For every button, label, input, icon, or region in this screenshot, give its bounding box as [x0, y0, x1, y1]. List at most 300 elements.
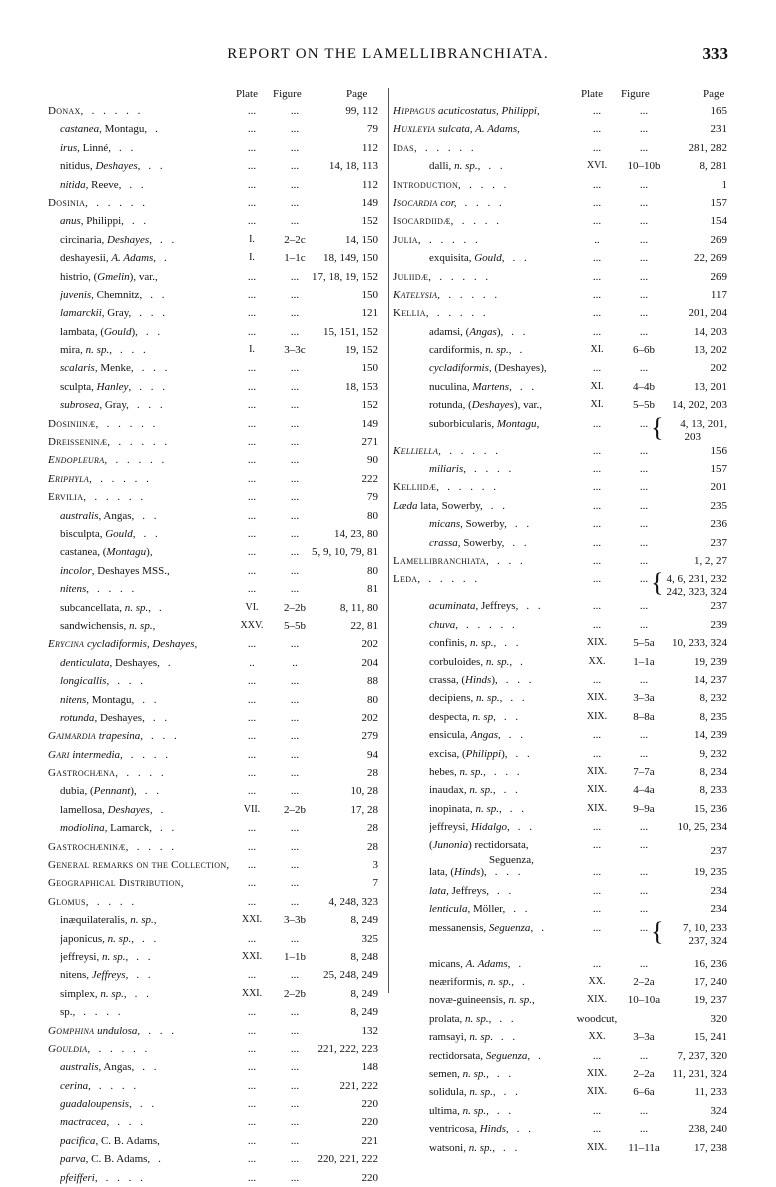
leader-dots: . . — [152, 711, 171, 724]
entry-authority: Junonia — [432, 839, 469, 852]
index-entry — [48, 507, 378, 525]
entry-suffix: , Deshayes, — [109, 656, 160, 669]
entry-name — [48, 415, 158, 433]
entry-term: crassa — [429, 536, 458, 549]
figure-cell: ... — [290, 196, 300, 209]
index-entry — [48, 930, 378, 948]
entry-term: castanea, ( — [60, 546, 107, 559]
entry-term: juvenis — [60, 288, 92, 301]
page-cell: 11, 231, 324 — [672, 1067, 727, 1080]
entry-name — [60, 323, 163, 341]
entry-name — [393, 497, 508, 515]
entry-name — [60, 580, 137, 598]
plate-cell: ... — [247, 1024, 257, 1037]
entry-term: mactracea — [60, 1116, 107, 1129]
plate-cell: ... — [247, 1171, 257, 1184]
entry-term: Dosinia, — [48, 196, 89, 209]
entry-suffix: , — [536, 417, 540, 430]
page-cell: 28 — [367, 767, 378, 780]
figure-cell: ... — [639, 252, 649, 265]
entry-name — [393, 442, 501, 460]
entry-term: exquisita, — [429, 252, 475, 265]
index-entry — [389, 991, 727, 1009]
leader-dots: . . . . . — [98, 1042, 151, 1055]
entry-authority: n. sp. — [101, 950, 126, 963]
figure-cell: 3–3a — [633, 692, 655, 705]
entry-term: Gastrochæninæ, — [48, 840, 129, 853]
entry-name — [60, 801, 166, 819]
plate-cell: XXI. — [241, 914, 263, 926]
index-entry — [389, 460, 727, 478]
entry-term: dubia, ( — [60, 785, 94, 798]
leader-dots: . . . — [139, 307, 169, 320]
leader-dots: . . — [499, 1012, 517, 1025]
leader-dots: . . . . — [83, 1006, 124, 1019]
entry-suffix: undulosa, — [94, 1024, 141, 1037]
entry-suffix: , — [106, 1116, 110, 1129]
index-entry — [48, 286, 378, 304]
index-entry — [48, 378, 378, 396]
entry-authority: n. sp. — [485, 655, 510, 668]
plate-header: Plate — [236, 88, 258, 100]
entry-term: decipiens, — [429, 692, 477, 705]
entry-name — [429, 1047, 544, 1065]
entry-name — [60, 819, 177, 837]
entry-authority: Seguenza — [488, 921, 531, 934]
leader-dots: . . . . . — [424, 141, 477, 154]
page-cell: 10, 28 — [350, 785, 378, 798]
page-cell: 25, 248, 249 — [323, 969, 378, 982]
page-cell: 8, 235 — [699, 710, 727, 723]
entry-term: japonicus, — [60, 932, 108, 945]
entry-suffix: acuticostatus, Philippi, — [435, 105, 540, 117]
figure-cell: ... — [290, 215, 300, 228]
entry-term: pacifica — [60, 1134, 96, 1147]
entry-name — [429, 863, 524, 881]
leader-dots: . . — [131, 215, 150, 228]
plate-cell: ... — [247, 141, 257, 154]
entry-name — [60, 359, 170, 377]
entry-authority: n. sp. — [465, 1012, 489, 1025]
figure-cell: ... — [290, 822, 300, 835]
entry-name — [60, 341, 149, 359]
entry-term: sculpta, — [60, 380, 97, 393]
entry-term: neæriformis, — [429, 976, 488, 989]
leader-dots: . . . . . — [118, 436, 171, 449]
entry-term: nitidus, — [60, 160, 96, 173]
entry-suffix: , Gray, — [99, 399, 129, 412]
page-cell: 10, 233, 324 — [672, 637, 727, 650]
index-entry — [389, 286, 727, 304]
plate-cell: ... — [592, 1104, 602, 1117]
entry-suffix: , — [125, 969, 129, 982]
page-cell: 271 — [361, 436, 378, 449]
entry-name — [48, 764, 167, 782]
index-entry — [389, 412, 727, 443]
index-entry — [48, 249, 378, 267]
entry-term: Kellia, — [393, 307, 429, 320]
leader-dots: . . . . . — [448, 288, 501, 301]
entry-name — [60, 212, 149, 230]
leader-dots: . — [164, 252, 170, 265]
index-entry — [48, 893, 378, 911]
figure-cell: ... — [290, 564, 300, 577]
entry-term: despecta, — [429, 710, 473, 723]
entry-suffix: , — [153, 914, 157, 927]
index-entry — [389, 212, 727, 230]
entry-name — [60, 1003, 124, 1021]
entry-term: Juliidæ, — [393, 270, 432, 283]
plate-cell: ... — [592, 252, 602, 265]
entry-name — [60, 1058, 160, 1076]
entry-name — [429, 323, 529, 341]
plate-cell: XVI. — [586, 160, 608, 172]
leader-dots: . — [541, 921, 547, 934]
entry-suffix: , — [88, 1079, 91, 1092]
entry-name — [60, 525, 161, 543]
entry-term: suborbicularis, — [429, 417, 497, 430]
entry-term: Julia, — [393, 233, 421, 246]
figure-cell: ... — [639, 554, 649, 567]
index-entry — [48, 874, 378, 892]
entry-term: cerina — [60, 1079, 89, 1092]
entry-name — [429, 597, 544, 615]
index-entry — [389, 689, 727, 707]
leader-dots: . . . — [117, 675, 146, 688]
plate-cell: XXI. — [241, 950, 263, 962]
entry-name — [48, 874, 184, 892]
figure-cell: ... — [639, 233, 649, 246]
figure-cell: ... — [290, 1042, 300, 1055]
entry-name — [429, 818, 535, 836]
entry-term: Idas, — [393, 141, 417, 154]
entry-suffix: , — [486, 1104, 489, 1117]
entry-name — [60, 157, 166, 175]
page-cell: 202 — [710, 362, 727, 375]
entry-term: australis — [60, 1061, 99, 1074]
entry-name — [60, 268, 158, 286]
entry-name — [60, 1150, 164, 1168]
page-cell: 235 — [710, 499, 727, 512]
figure-cell: ... — [290, 417, 300, 430]
entry-suffix: ), — [501, 747, 508, 760]
index-entry — [389, 1102, 727, 1120]
page-cell: 238, 240 — [688, 1123, 727, 1136]
page-cell: 220 — [361, 1116, 378, 1129]
leader-dots: . . . . . — [449, 444, 501, 457]
plate-cell: ... — [592, 499, 602, 512]
entry-name — [429, 1028, 518, 1046]
entry-name — [393, 231, 481, 249]
index-entry — [389, 304, 727, 322]
figure-cell: ... — [290, 840, 300, 853]
entry-authority: n. sp. — [462, 1067, 487, 1080]
figure-cell: 2–2b — [284, 601, 306, 614]
entry-name — [48, 1022, 177, 1040]
leader-dots: . — [538, 1049, 544, 1062]
index-entry — [48, 856, 378, 874]
page-cell: 28 — [367, 840, 378, 853]
leader-dots: . . . . . — [115, 454, 168, 467]
plate-cell: ... — [247, 105, 257, 117]
plate-cell: ... — [247, 840, 257, 853]
leader-dots: . . — [510, 692, 528, 705]
plate-cell: ... — [592, 444, 602, 457]
index-entry — [48, 746, 378, 764]
plate-cell: VII. — [243, 803, 261, 815]
entry-term: micans, — [429, 957, 466, 970]
entry-term: simplex, — [60, 987, 101, 1000]
plate-cell: ... — [592, 1049, 602, 1062]
entry-name — [48, 470, 152, 488]
entry-name — [429, 515, 532, 533]
leader-dots: . . . — [148, 1024, 177, 1037]
plate-cell: ... — [592, 600, 602, 613]
leader-dots: . . — [136, 950, 154, 963]
page-cell: 112 — [361, 178, 378, 191]
index-entry — [389, 634, 727, 652]
entry-name — [60, 231, 177, 249]
leader-dots: . . — [136, 969, 154, 982]
entry-authority: Angas — [470, 729, 499, 742]
page-cell: 150 — [361, 288, 378, 301]
index-entry — [48, 120, 378, 138]
figure-cell: 1–1b — [284, 950, 306, 963]
entry-term: nitens, — [60, 969, 92, 982]
leader-dots: . — [155, 123, 161, 136]
leader-dots: . . — [503, 1086, 521, 1099]
entry-suffix: , — [463, 463, 466, 476]
figure-cell: ... — [639, 178, 649, 191]
entry-suffix: , — [483, 765, 486, 778]
leader-dots: . . — [144, 785, 162, 798]
page-cell: 234 — [710, 903, 727, 916]
entry-suffix: ) rectidorsata, — [468, 839, 529, 852]
leader-dots: . . . . . — [428, 573, 481, 586]
entry-term: histrio, ( — [60, 270, 98, 283]
figure-cell: ... — [639, 729, 649, 742]
plate-cell: XIX. — [586, 784, 608, 796]
plate-cell: ... — [247, 362, 257, 375]
index-entry — [389, 552, 727, 570]
plate-cell: XIX. — [586, 994, 608, 1006]
index-entry — [48, 838, 378, 856]
entry-term: semen, — [429, 1067, 463, 1080]
entry-suffix: ), — [130, 785, 137, 798]
plate-cell: ... — [247, 546, 257, 559]
index-entry — [389, 515, 727, 533]
entry-name — [60, 985, 152, 1003]
plate-cell: ... — [592, 288, 602, 301]
leader-dots: . . — [148, 160, 166, 173]
page-cell: 234 — [710, 884, 727, 897]
entry-name — [393, 304, 489, 322]
index-entry — [389, 231, 727, 249]
index-entry — [389, 194, 727, 212]
leader-dots: . . — [515, 747, 533, 760]
leader-dots: . — [159, 601, 165, 614]
page-cell: 112 — [361, 141, 378, 154]
entry-suffix: , — [511, 976, 514, 989]
entry-name — [429, 991, 535, 1009]
index-entry — [48, 543, 378, 561]
entry-name — [393, 176, 509, 194]
page-header-label: Page — [346, 88, 368, 100]
index-entry — [389, 176, 727, 194]
plate-cell: ... — [247, 509, 257, 522]
plate-cell: ... — [247, 325, 257, 338]
figure-cell: ... — [639, 307, 649, 320]
running-title: REPORT ON THE LAMELLIBRANCHIATA. — [227, 46, 549, 62]
page-cell: 324 — [710, 1104, 727, 1117]
entry-term: miliaris — [429, 463, 464, 476]
page-cell: 4, 248, 323 — [328, 895, 378, 908]
figure-cell: 5–5b — [284, 619, 306, 632]
entry-name — [48, 746, 171, 764]
entry-term: sp., — [60, 1006, 76, 1019]
figure-cell: ... — [290, 969, 300, 982]
entry-term: watsoni, — [429, 1141, 469, 1154]
figure-cell: ... — [290, 1024, 300, 1037]
entry-name — [429, 1083, 521, 1101]
entry-suffix: , — [153, 252, 157, 265]
entry-suffix: , — [149, 803, 153, 816]
page-cell: 202 — [361, 711, 378, 724]
entry-suffix: , — [507, 957, 511, 970]
entry-name — [60, 948, 153, 966]
plate-cell: ... — [592, 821, 602, 834]
index-entry — [389, 396, 727, 414]
entry-term: Gastrochæna, — [48, 767, 119, 780]
leader-dots: . . — [142, 1061, 160, 1074]
entry-authority: n. sp. — [487, 976, 512, 989]
plate-cell: ... — [247, 693, 257, 706]
page-cell: 221 — [361, 1134, 378, 1147]
plate-cell: ... — [247, 767, 257, 780]
page-header — [0, 44, 776, 66]
index-entry — [389, 442, 727, 460]
page-cell: 14, 202, 203 — [672, 399, 727, 412]
index-entry — [389, 818, 727, 836]
plate-cell: ... — [247, 1153, 257, 1166]
plate-cell: ... — [247, 748, 257, 761]
figure-cell: ... — [290, 509, 300, 522]
leader-dots: . . . — [117, 1116, 146, 1129]
entry-name — [429, 763, 523, 781]
leader-dots: . — [521, 976, 528, 989]
entry-suffix: , — [131, 932, 134, 945]
entry-suffix: , — [498, 802, 502, 815]
entry-name — [429, 726, 526, 744]
page-cell: 4, 13, 201, — [680, 417, 727, 430]
entry-suffix: , — [509, 655, 513, 668]
figure-cell: ... — [290, 288, 300, 301]
page-cell: 117 — [710, 288, 727, 301]
figure-cell: ... — [290, 1061, 300, 1074]
entry-authority: n. sp — [469, 1031, 491, 1044]
entry-authority: n. sp. — [476, 692, 500, 705]
entry-name — [429, 745, 533, 763]
entry-authority: A. Adams — [111, 252, 154, 265]
page-header-label: Page — [703, 88, 725, 100]
page-cell: 22, 269 — [694, 252, 727, 265]
index-entry — [48, 727, 378, 745]
entry-suffix: , — [132, 527, 136, 540]
entry-term: Donax, — [48, 105, 84, 117]
page-cell: 221, 222 — [339, 1079, 378, 1092]
entry-authority: n. sp. — [485, 344, 509, 357]
entry-term: ultima, — [429, 1104, 463, 1117]
entry-term: pfeifferi — [60, 1171, 95, 1184]
entry-authority: Montagu — [106, 546, 147, 559]
page-cell: 152 — [361, 399, 378, 412]
entry-suffix: , Sowerby, — [460, 518, 507, 531]
leader-dots: . . . . — [105, 1171, 146, 1184]
entry-name — [393, 194, 505, 212]
entry-authority: Montagu — [496, 417, 537, 430]
entry-suffix: , Angas, — [98, 1061, 135, 1074]
figure-cell: ... — [639, 884, 649, 897]
figure-cell: 10–10a — [627, 994, 661, 1007]
index-entry — [48, 433, 378, 451]
entry-term: micans — [429, 518, 461, 531]
figure-cell: ... — [290, 693, 300, 706]
figure-cell: ... — [639, 957, 649, 970]
entry-term: adamsi, ( — [429, 325, 470, 338]
entry-suffix: , — [486, 1067, 489, 1080]
figure-cell: ... — [290, 1006, 300, 1019]
index-entry — [389, 102, 727, 120]
figure-cell: ... — [639, 463, 649, 476]
leader-dots: . . — [496, 1104, 515, 1117]
index-entry — [389, 1047, 727, 1065]
plate-cell: XI. — [590, 380, 604, 392]
index-entry — [389, 653, 727, 671]
index-entry — [48, 635, 378, 653]
leader-dots: . . — [159, 822, 178, 835]
plate-cell: ... — [592, 1123, 602, 1136]
entry-authority: Philippi — [465, 747, 502, 760]
figure-cell: ... — [290, 472, 300, 485]
entry-authority: Hinds — [454, 866, 481, 879]
plate-cell: ... — [247, 380, 257, 393]
entry-term: Gaimardia — [48, 730, 96, 743]
entry-name — [60, 782, 162, 800]
leader-dots: . . . . — [98, 1079, 140, 1092]
figure-cell: ... — [290, 307, 300, 320]
page-cell: 14, 23, 80 — [334, 527, 378, 540]
leader-dots: . . . . — [473, 463, 515, 476]
index-entry — [389, 1083, 727, 1101]
entry-term: Katelysia, — [393, 288, 441, 301]
entry-name — [60, 1077, 139, 1095]
page-cell: 10, 25, 234 — [677, 821, 727, 834]
index-entry — [389, 708, 727, 726]
plate-cell: ... — [247, 932, 257, 945]
entry-name — [429, 653, 526, 671]
leader-dots: . . . — [139, 380, 168, 393]
entry-suffix: , — [505, 1123, 509, 1136]
index-column-right — [388, 88, 727, 1154]
page-cell: 220 — [361, 1098, 378, 1111]
index-entry — [389, 478, 727, 496]
entry-term: cycladiformis — [429, 362, 489, 375]
plate-cell: I. — [249, 252, 255, 264]
entry-term: longicallis — [60, 675, 107, 688]
entry-name — [429, 708, 521, 726]
figure-cell: 3–3a — [633, 1031, 655, 1044]
entry-suffix: , Deshayes, — [94, 711, 145, 724]
